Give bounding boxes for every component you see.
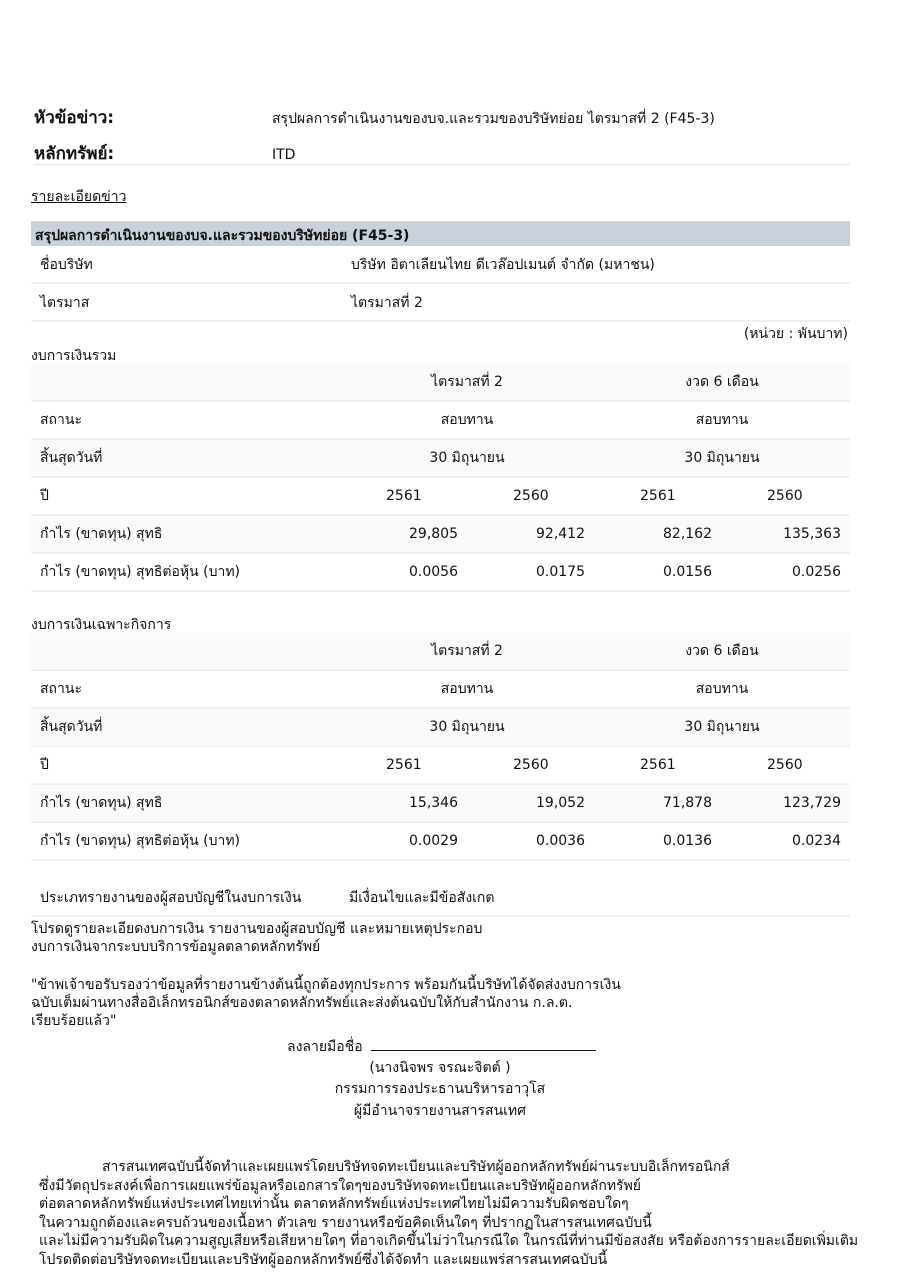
table-row <box>31 785 850 823</box>
net-profit-cell: 82,162 <box>594 516 721 554</box>
security-row <box>34 140 850 167</box>
header-divider <box>34 164 850 165</box>
status-6-months: สอบทาน <box>594 402 850 440</box>
consolidated-title: งบการเงินรวม <box>31 348 117 364</box>
section-title: สรุปผลการดำเนินงานของบจ.และรวมของบริษัทย่อย (F45-3) <box>31 221 850 246</box>
eps-cell: 0.0234 <box>721 823 850 861</box>
table-row <box>31 671 850 709</box>
table-row <box>31 633 850 671</box>
subject-row <box>34 104 850 131</box>
table-row <box>31 747 850 785</box>
year-label: ปี <box>31 478 340 516</box>
year-cell: 2561 <box>594 747 721 785</box>
eps-label: กำไร (ขาดทุน) สุทธิต่อหุ้น (บาท) <box>31 554 340 592</box>
news-details-link[interactable]: รายละเอียดข่าว <box>31 189 127 205</box>
table-row <box>31 364 850 402</box>
table-row <box>31 478 850 516</box>
signer-name: (นางนิจพร จรณะจิตต์ ) <box>369 1060 511 1076</box>
financial-statement-note: โปรดดูรายละเอียดงบการเงิน รายงานของผู้สอบบัญชี และหมายเหตุประกอบ งบการเงินจากระบบบริการข้อมูลตลาดหลักทรัพย์ <box>31 921 483 955</box>
year-label: ปี <box>31 747 340 785</box>
period-6-months: งวด 6 เดือน <box>594 364 850 402</box>
end-date-6-months: 30 มิถุนายน <box>594 440 850 478</box>
disclaimer-line: สารสนเทศฉบับนี้จัดทำและเผยแพร่โดยบริษัทจดทะเบียนและบริษัทผู้ออกหลักทรัพย์ผ่านระบบอิเล็กทรอนิกส์ <box>102 1159 730 1175</box>
net-profit-label: กำไร (ขาดทุน) สุทธิ <box>31 785 340 823</box>
disclaimer-line: ซึ่งมีวัตถุประสงค์เพื่อการเผยแพร่ข้อมูลหรือเอกสารใดๆของบริษัทจดทะเบียนและบริษัทผู้ออกหลักทรัพย์ <box>39 1177 642 1194</box>
eps-cell: 0.0036 <box>467 823 594 861</box>
signature-line <box>287 1036 596 1058</box>
year-cell: 2561 <box>594 478 721 516</box>
status-quarter: สอบทาน <box>340 402 594 440</box>
net-profit-cell: 29,805 <box>340 516 467 554</box>
eps-cell: 0.0256 <box>721 554 850 592</box>
eps-cell: 0.0156 <box>594 554 721 592</box>
net-profit-cell: 92,412 <box>467 516 594 554</box>
year-cell: 2560 <box>467 747 594 785</box>
net-profit-cell: 15,346 <box>340 785 467 823</box>
disclaimer-line: ต่อตลาดหลักทรัพย์แห่งประเทศไทยเท่านั้น ตลาดหลักทรัพย์แห่งประเทศไทยไม่มีความรับผิดชอบใดๆ <box>39 1196 629 1212</box>
security-label: หลักทรัพย์: <box>34 144 115 164</box>
quarter-label: ไตรมาส <box>40 294 90 311</box>
separate-title: งบการเงินเฉพาะกิจการ <box>31 617 172 633</box>
status-label: สถานะ <box>31 671 340 709</box>
year-cell: 2560 <box>467 478 594 516</box>
auditor-report-value: มีเงื่อนไขและมีข้อสังเกต <box>349 889 495 906</box>
auditor-report-label: ประเภทรายงานของผู้สอบบัญชีในงบการเงิน <box>40 889 302 906</box>
quarter-value: ไตรมาสที่ 2 <box>351 294 423 311</box>
net-profit-cell: 135,363 <box>721 516 850 554</box>
year-cell: 2561 <box>340 747 467 785</box>
quarter-row <box>31 285 850 322</box>
end-date-label: สิ้นสุดวันที่ <box>31 440 340 478</box>
period-6-months: งวด 6 เดือน <box>594 633 850 671</box>
end-date-quarter: 30 มิถุนายน <box>340 440 594 478</box>
year-cell: 2561 <box>340 478 467 516</box>
company-row <box>31 247 850 284</box>
table-row <box>31 823 850 861</box>
table-row <box>31 554 850 592</box>
signer-position: กรรมการรองประธานบริหารอาวุโส <box>334 1081 546 1097</box>
disclaimer <box>39 1158 889 1269</box>
signature-blank <box>371 1039 596 1051</box>
disclaimer-line: ในความถูกต้องและครบถ้วนของเนื้อหา ตัวเลข รายงานหรือข้อคิดเห็นใดๆ ที่ปรากฏในสารสนเทศฉบับนี้ <box>39 1214 652 1231</box>
period-label-cell <box>31 633 340 671</box>
net-profit-cell: 19,052 <box>467 785 594 823</box>
news-header <box>34 104 850 167</box>
table-row <box>31 440 850 478</box>
net-profit-label: กำไร (ขาดทุน) สุทธิ <box>31 516 340 554</box>
period-quarter: ไตรมาสที่ 2 <box>340 633 594 671</box>
auditor-report-row <box>31 880 850 917</box>
status-label: สถานะ <box>31 402 340 440</box>
eps-cell: 0.0056 <box>340 554 467 592</box>
separate-table <box>31 633 850 861</box>
net-profit-cell: 71,878 <box>594 785 721 823</box>
signature-label: ลงลายมือชื่อ <box>287 1039 363 1055</box>
status-quarter: สอบทาน <box>340 671 594 709</box>
eps-cell: 0.0136 <box>594 823 721 861</box>
end-date-label: สิ้นสุดวันที่ <box>31 709 340 747</box>
period-label-cell <box>31 364 340 402</box>
disclaimer-line: และไม่มีความรับผิดในความสูญเสียหรือเสียหายใดๆ ที่อาจเกิดขึ้นไม่ว่าในกรณีใด ในกรณีที่ท่านมีข้อสงสัย หรือต้องการรายละเอียดเพิ่มเติม <box>39 1233 859 1249</box>
year-cell: 2560 <box>721 478 850 516</box>
table-row <box>31 516 850 554</box>
company-label: ชื่อบริษัท <box>40 256 93 273</box>
consolidated-table <box>31 364 850 592</box>
year-cell: 2560 <box>721 747 850 785</box>
table-row <box>31 402 850 440</box>
net-profit-cell: 123,729 <box>721 785 850 823</box>
subject-label: หัวข้อข่าว: <box>34 108 115 128</box>
status-6-months: สอบทาน <box>594 671 850 709</box>
security-value: ITD <box>272 147 296 163</box>
eps-cell: 0.0175 <box>467 554 594 592</box>
period-quarter: ไตรมาสที่ 2 <box>340 364 594 402</box>
eps-label: กำไร (ขาดทุน) สุทธิต่อหุ้น (บาท) <box>31 823 340 861</box>
eps-cell: 0.0029 <box>340 823 467 861</box>
unit-label: (หน่วย : พันบาท) <box>743 326 848 342</box>
subject-value: สรุปผลการดำเนินงานของบจ.และรวมของบริษัทย่อย ไตรมาสที่ 2 (F45-3) <box>272 111 715 127</box>
signer-authority: ผู้มีอำนาจรายงานสารสนเทศ <box>353 1103 527 1119</box>
table-row <box>31 709 850 747</box>
end-date-6-months: 30 มิถุนายน <box>594 709 850 747</box>
company-value: บริษัท อิตาเลียนไทย ดีเวล๊อปเมนต์ จำกัด (มหาชน) <box>351 256 655 273</box>
disclaimer-line: โปรดติดต่อบริษัทจดทะเบียนและบริษัทผู้ออกหลักทรัพย์ซึ่งได้จัดทำ และเผยแพร่สารสนเทศฉบับนี้ <box>39 1251 608 1268</box>
end-date-quarter: 30 มิถุนายน <box>340 709 594 747</box>
certification-text: "ข้าพเจ้าขอรับรองว่าข้อมูลที่รายงานข้างต้นนี้ถูกต้องทุกประการ พร้อมกันนี้บริษัทได้จัดส่งงบการเงิน ฉบับเต็มผ่านทางสื่ออิเล็กทรอนิกส์ของตลาดหลักทรัพย์และส่งต้นฉบับให้กับสำนักงาน ก.ล.ต. เรียบร้อยแล้ว" <box>31 977 621 1029</box>
